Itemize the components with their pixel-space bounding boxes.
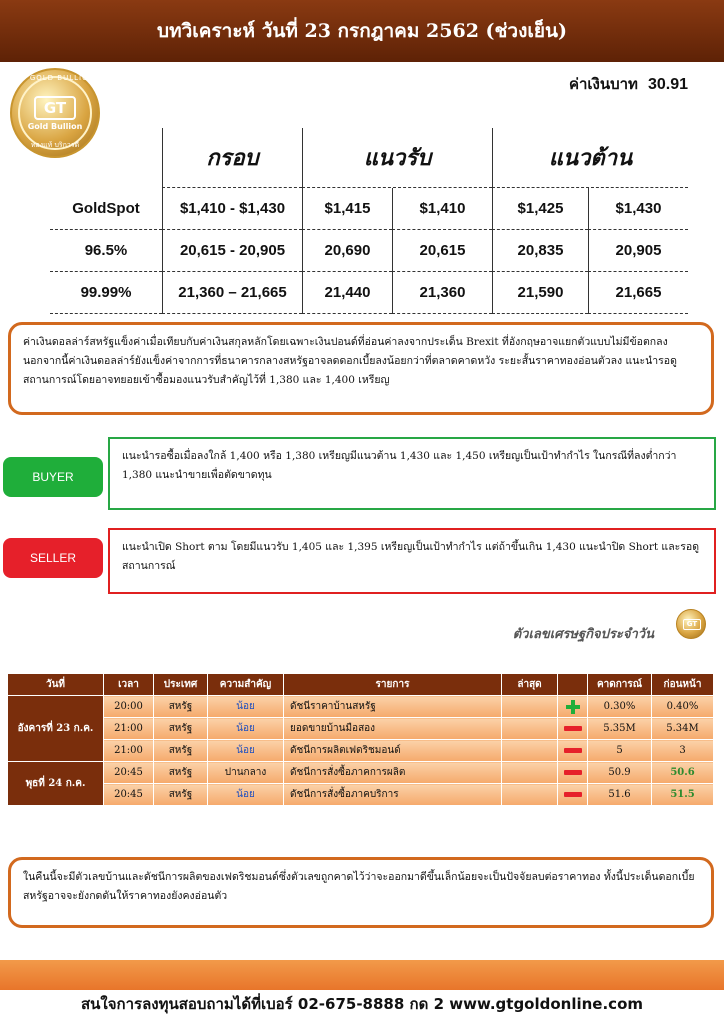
row-support-2: 20,615 [392,230,492,272]
economic-calendar [7,673,714,806]
row-support-1: 20,690 [302,230,392,272]
row-signal [558,740,588,762]
row-range: 20,615 - 20,905 [162,230,302,272]
logo-subtitle: Gold Bullion [27,122,83,131]
col-forecast: คาดการณ์ [588,674,652,696]
row-country: สหรัฐ [154,696,208,718]
col-date: วันที่ [8,674,104,696]
col-time: เวลา [104,674,154,696]
table-row [8,696,714,718]
row-importance: น้อย [208,718,284,740]
row-forecast: 5.35M [588,718,652,740]
row-range: $1,410 - $1,430 [162,188,302,230]
row-resistance-1: 20,835 [492,230,588,272]
exchange-rate [569,72,688,96]
table-row [8,784,714,806]
row-range: 21,360 – 21,665 [162,272,302,314]
header-support: แนวรับ [302,128,492,188]
row-latest [502,740,558,762]
price-row-965 [50,230,688,272]
row-signal [558,784,588,806]
row-forecast: 51.6 [588,784,652,806]
row-country: สหรัฐ [154,718,208,740]
row-support-2: $1,410 [392,188,492,230]
seller-tag: SELLER [3,538,103,578]
row-forecast: 50.9 [588,762,652,784]
summary-box: ในคืนนี้จะมีตัวเลขบ้านและดัชนีการผลิตของเฟดริชมอนด์ซึ่งตัวเลขถูกคาดไว้ว่าจะออกมาดีขึ้นเล็กน้อยจะเป็นปัจจัยลบต่อราคาทอง ทั้งนี้ประเด็นดอกเบี้ยสหรัฐอาจจะยังกดดันให้ราคาทองยังคงอ่อนตัว [8,857,714,928]
row-name: 96.5% [50,230,162,272]
row-support-1: 21,440 [302,272,392,314]
econ-calendar-title: ตัวเลขเศรษฐกิจประจำวัน [512,627,654,642]
row-country: สหรัฐ [154,740,208,762]
row-resistance-1: 21,590 [492,272,588,314]
row-time: 20:45 [104,784,154,806]
col-previous: ก่อนหน้า [652,674,714,696]
row-time: 20:45 [104,762,154,784]
row-importance: น้อย [208,696,284,718]
row-previous: 50.6 [652,762,714,784]
plus-icon [566,700,580,714]
price-table-header [50,128,688,188]
row-time: 20:00 [104,696,154,718]
col-latest: ล่าสุด [502,674,558,696]
row-support-2: 21,360 [392,272,492,314]
analysis-box: ค่าเงินดอลล่าร์สหรัฐแข็งค่าเมื่อเทียบกับค่าเงินสกุลหลักโดยเฉพาะเงินปอนด์ที่อ่อนค่าลงจากประเด็น Brexit ที่อังกฤษอาจแยกตัวแบบไม่มีข้อตกลง นอกจากนี้ค่าเงินดอลล่าร์ยังแข็งค่าจากการที่ธนาคารกลางสหรัฐอาจลดดอกเบี้ยลงน้อยกว่าที่ตลาดคาดหวัง ระยะสั้นราคาทองอ่อนตัวลง แนะนำรอดูสถานการณ์โดยอาจทยอยเข้าซื้อมองแนวรับสำคัญไว้ที่ 1,380 และ 1,400 เหรียญ [8,322,714,415]
row-latest [502,784,558,806]
row-latest [502,718,558,740]
table-row [8,762,714,784]
row-country: สหรัฐ [154,784,208,806]
day-label: พุธที่ 24 ก.ค. [8,762,104,806]
row-previous: 3 [652,740,714,762]
row-previous: 0.40% [652,696,714,718]
col-country: ประเทศ [154,674,208,696]
table-row [8,740,714,762]
buyer-box: แนะนำรอซื้อเมื่อลงใกล้ 1,400 หรือ 1,380 เหรียญมีแนวต้าน 1,430 และ 1,450 เหรียญเป็นเป้าทำกำไร ในกรณีที่ลงต่ำกว่า 1,380 แนะนำขายเพื่อตัดขาดทุน [108,437,716,510]
minus-icon [564,792,582,797]
header-range: กรอบ [162,128,302,188]
header-bar [0,0,724,62]
price-row-9999 [50,272,688,314]
row-resistance-2: 21,665 [588,272,688,314]
logo-ring-text: GT GOLD BULLION [15,74,95,82]
row-name: 99.99% [50,272,162,314]
row-item: ดัชนีการสั่งซื้อภาคบริการ [284,784,502,806]
minus-icon [564,726,582,731]
exchange-label: ค่าเงินบาท [568,75,638,93]
header-blank [50,128,162,188]
row-signal [558,696,588,718]
col-signal [558,674,588,696]
col-item: รายการ [284,674,502,696]
row-signal [558,718,588,740]
row-time: 21:00 [104,740,154,762]
logo-mark: GT [34,96,76,120]
small-logo-mark: GT [683,619,701,630]
minus-icon [564,748,582,753]
row-importance: น้อย [208,740,284,762]
day-label: อังคารที่ 23 ก.ค. [8,696,104,762]
seller-box: แนะนำเปิด Short ตาม โดยมีแนวรับ 1,405 และ 1,395 เหรียญเป็นเป้าทำกำไร แต่ถ้าขึ้นเกิน 1,430 แนะนำปิด Short และรอดูสถานการณ์ [108,528,716,594]
footer-bar [0,960,724,990]
small-gt-logo [676,609,706,639]
row-importance: น้อย [208,784,284,806]
row-previous: 51.5 [652,784,714,806]
buyer-tag: BUYER [3,457,103,497]
col-importance: ความสำคัญ [208,674,284,696]
row-signal [558,762,588,784]
calendar-header [8,674,714,696]
row-previous: 5.34M [652,718,714,740]
row-item: ยอดขายบ้านมือสอง [284,718,502,740]
exchange-value: 30.91 [647,76,688,93]
logo-tagline: ทองแท้ บริการดี [30,141,80,149]
row-latest [502,762,558,784]
row-importance: ปานกลาง [208,762,284,784]
page-title: บทวิเคราะห์ วันที่ 23 กรกฎาคม 2562 (ช่วงเย็น) [157,20,567,42]
minus-icon [564,770,582,775]
price-table [50,128,688,314]
header-resistance: แนวต้าน [492,128,688,188]
row-item: ดัชนีการผลิตเฟดริชมอนด์ [284,740,502,762]
row-time: 21:00 [104,718,154,740]
row-resistance-2: $1,430 [588,188,688,230]
row-resistance-1: $1,425 [492,188,588,230]
row-support-1: $1,415 [302,188,392,230]
row-name: GoldSpot [50,188,162,230]
row-resistance-2: 20,905 [588,230,688,272]
row-latest [502,696,558,718]
row-item: ดัชนีการสั่งซื้อภาคการผลิต [284,762,502,784]
row-forecast: 5 [588,740,652,762]
table-row [8,718,714,740]
row-item: ดัชนีราคาบ้านสหรัฐ [284,696,502,718]
row-country: สหรัฐ [154,762,208,784]
price-row-goldspot [50,188,688,230]
footer-contact: สนใจการลงทุนสอบถามได้ที่เบอร์ 02-675-8888 กด 2 www.gtgoldonline.com [80,995,644,1013]
row-forecast: 0.30% [588,696,652,718]
